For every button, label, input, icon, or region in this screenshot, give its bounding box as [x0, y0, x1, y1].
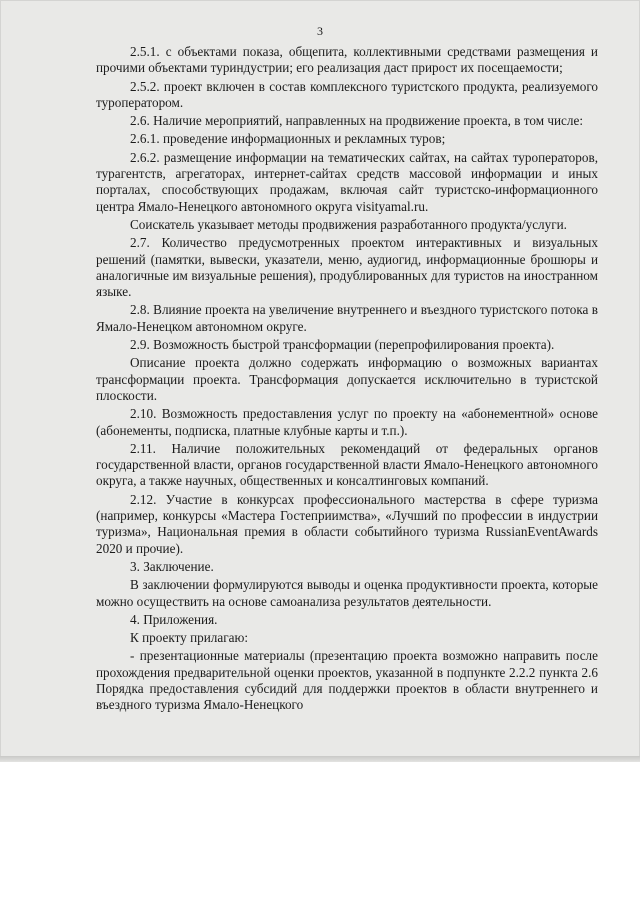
paragraph-2-7: 2.7. Количество предусмотренных проектом интерактивных и визуальных решений (памятки, вывески, указатели, меню, аудиогид, информационные брошюры и аналогичные им визуальные решения), продублированных для туристов на иностранном языке. — [96, 235, 598, 300]
paragraph-2-11: 2.11. Наличие положительных рекомендаций от федеральных органов государственной власти, органов государственной власти Ямало-Ненецкого автономного округа, а также научных, общественных и консалтинговых компаний. — [96, 440, 598, 489]
paragraph-section-3-heading: 3. Заключение. — [130, 558, 214, 574]
paragraph-2-6-2: 2.6.2. размещение информации на тематических сайтах, на сайтах туроператоров, турагентств, агрегаторах, интернет-сайтах средств массовой информации и иных порталах, способствующих продажам, включая сайт туристско-информационного центра Ямало-Ненецкого автономного округа visityamal.ru. — [96, 149, 598, 214]
paragraph-section-4-heading: 4. Приложения. — [130, 611, 218, 627]
paragraph-2-5-2: 2.5.2. проект включен в состав комплексного туристского продукта, реализуемого туроператором. — [96, 78, 598, 110]
paragraph-2-5-1: 2.5.1. с объектами показа, общепита, коллективными средствами размещения и прочими объектами туриндустрии; его реализация даст прирост их посещаемости; — [96, 44, 598, 76]
paragraph-2-6: 2.6. Наличие мероприятий, направленных на продвижение проекта, в том числе: — [130, 113, 583, 129]
page-number: 3 — [317, 24, 323, 38]
paragraph-presentation-materials: - презентационные материалы (презентацию проекта возможно направить после прохождения предварительной оценки проектов, указанной в подпункте 2.2.2 пункта 2.6 Порядка предоставления субсидий для поддержки проектов в области внутреннего и въездного туризма Ямало-Ненецкого — [96, 648, 598, 713]
paragraph-2-6-1: 2.6.1. проведение информационных и рекламных туров; — [130, 131, 446, 147]
paragraph-2-8: 2.8. Влияние проекта на увеличение внутреннего и въездного туристского потока в Ямало-Ненецком автономном округе. — [96, 302, 598, 334]
paragraph-2-12: 2.12. Участие в конкурсах профессионального мастерства в сфере туризма (например, конкурсы «Мастера Гостеприимства», «Лучший по профессии в индустрии туризма», Национальная премия в области событийного туризма RussianEventAwards 2020 и прочие). — [96, 491, 598, 556]
paragraph-2-9: 2.9. Возможность быстрой трансформации (перепрофилирования проекта). — [130, 337, 555, 353]
paragraph-2-10: 2.10. Возможность предоставления услуг по проекту на «абонементной» основе (абонементы, подписка, платные клубные карты и т.п.). — [96, 406, 598, 438]
paragraph-promotion-methods: Соискатель указывает методы продвижения разработанного продукта/услуги. — [130, 216, 567, 232]
paragraph-attachments-intro: К проекту прилагаю: — [130, 630, 248, 646]
paragraph-conclusion: В заключении формулируются выводы и оценка продуктивности проекта, которые можно осуществить на основе самоанализа результатов деятельности. — [96, 577, 598, 609]
document-body — [96, 44, 598, 714]
paragraph-transformation-description: Описание проекта должно содержать информацию о возможных вариантах трансформации проекта. Трансформация допускается исключительно в туристской плоскости. — [96, 355, 598, 403]
